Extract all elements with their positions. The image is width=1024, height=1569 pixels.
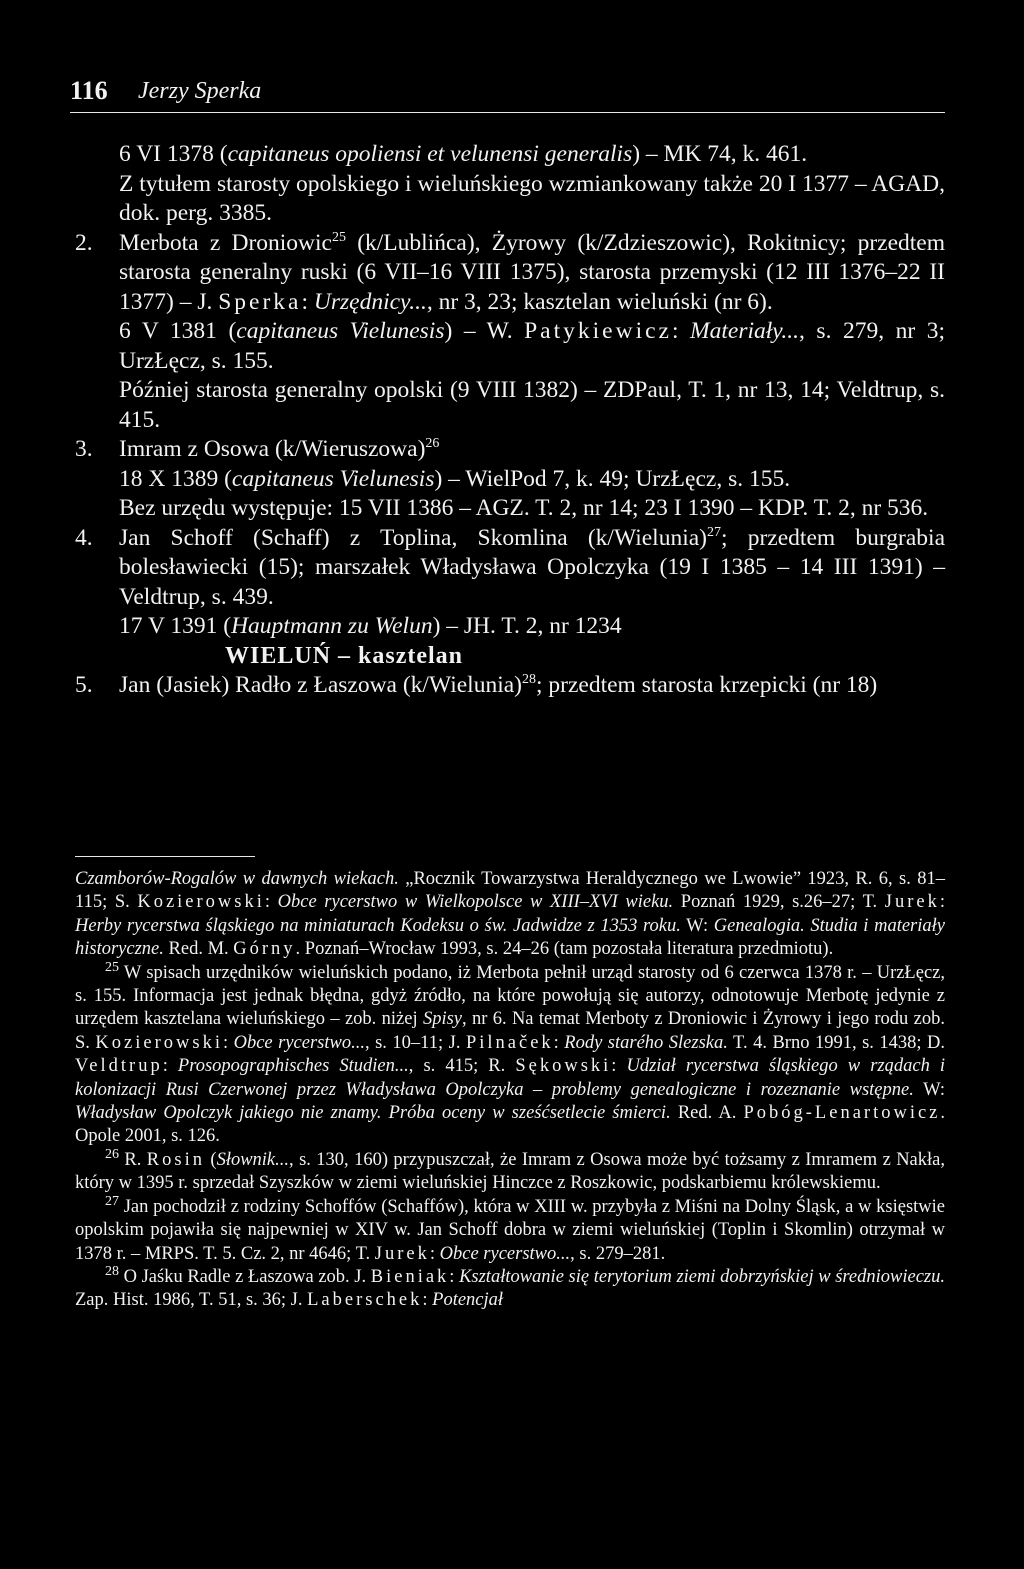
running-head	[70, 76, 945, 113]
entry-1-note: Z tytułem starosty opolskiego i wieluńskiego wzmiankowany także 20 I 1377 – AGAD, dok. perg. 3385.	[119, 170, 945, 226]
entry-4: 4. Jan Schoff (Schaff) z Toplina, Skomlina (k/Wielunia)$^{27}$; przedtem burgrabia bolesławiecki (15); marszałek Władysława Opolczyka (19 I 1385 – 14 III 1391) – Veldtrup, s. 439.	[75, 524, 945, 610]
page-number: 116	[70, 76, 108, 105]
entry-2-note: Później starosta generalny opolski (9 VIII 1382) – ZDPaul, T. 1, nr 13, 14; Veldtrup, s. 415.	[119, 377, 945, 433]
entry-3-line: 18 X 1389 (capitaneus Vielunesis) – WielPod 7, k. 49; UrzŁęcz, s. 155.	[119, 465, 791, 492]
footnotes	[75, 868, 945, 1313]
entry-1-line: 6 VI 1378 (capitaneus opoliensi et velunensi generalis) – MK 74, k. 461.	[119, 141, 808, 167]
entry-2: 2. Merbota z Droniowic$^{25}$ (k/Lublińca), Żyrowy (k/Zdzieszowic), Rokitnicy; przedtem starosta generalny ruski (6 VII–16 VIII 1375), starosta przemyski (12 III 1376–22 II 1377) – J. Sperka: Urzędnicy..., nr 3, 23; kasztelan wieluński (nr 6).	[75, 229, 945, 315]
section-heading: WIELUŃ – kasztelan	[225, 642, 464, 669]
footnote-25: $^{25}$ W spisach urzędników wieluńskich podano, iż Merbota pełnił urząd starosty od 6 czerwca 1378 r. – UrzŁęcz, s. 155. Informacja jest jednak błędna, gdyż źródło, na które powołują się autorzy, odnotowuje Merbotę jedynie z urzędem kasztelana wieluńskiego – zob. niżej Spisy, nr 6. Na temat Merboty z Droniowic i Żyrowy i jego rodu zob. S. Kozierowski: Obce rycerstwo..., s. 10–11; J. Pilnaček: Rody starého Slezska. T. 4. Brno 1991, s. 1438; D. Veldtrup: Prosopographisches Studien..., s. 415; R. Sękowski: Udział rycerstwa śląskiego w rządach i kolonizacji Rusi Czerwonej przez Władysława Opolczyka – problemy genealogiczne i rozeznanie wstępne. W: Władysław Opolczyk jakiego nie znamy. Próba oceny w sześćsetlecie śmierci. Red. A. Pobóg-Lenartowicz. Opole 2001, s. 126.	[75, 959, 946, 1147]
footnote-27: $^{27}$ Jan pochodził z rodziny Schoffów (Schaffów), która w XIII w. przybyła z Miśni na Dolny Śląsk, a w księstwie opolskim pojawiła się najpewniej w XIV w. Jan Schoff dobra w ziemi wieluńskiej (Toplin i Skomlin) otrzymał w 1378 r. – MRPS. T. 5. Cz. 2, nr 4646; T. Jurek: Obce rycerstwo..., s. 279–281.	[75, 1193, 945, 1264]
footnote-26: $^{26}$ R. Rosin (Słownik..., s. 130, 160) przypuszczał, że Imram z Osowa może być tożsamy z Imramem z Nakła, który w 1395 r. sprzedał Szyszków w ziemi wieluńskiej Hinczce z Roszkowic, podskarbiemu królewskiemu.	[75, 1146, 945, 1194]
entry-2-line: 6 V 1381 (capitaneus Vielunesis) – W. Patykiewicz: Materiały..., s. 279, nr 3; UrzŁęcz, s. 155.	[119, 318, 946, 374]
footnote-28: $^{28}$ O Jaśku Radle z Łaszowa zob. J. Bieniak: Kształtowanie się terytorium ziemi dobrzyńskiej w średniowieczu. Zap. Hist. 1986, T. 51, s. 36; J. Laberschek: Potencjał	[75, 1263, 946, 1311]
main-text	[75, 140, 945, 701]
entry-4-line: 17 V 1391 (Hauptmann zu Welun) – JH. T. 2, nr 1234	[119, 613, 622, 639]
running-head-author: Jerzy Sperka	[138, 78, 262, 104]
footnote-rule	[75, 856, 255, 857]
entry-3: 3. Imram z Osowa (k/Wieruszowa)$^{26}$	[75, 436, 440, 462]
entry-3-note: Bez urzędu występuje: 15 VII 1386 – AGZ. T. 2, nr 14; 23 I 1390 – KDP. T. 2, nr 536.	[119, 495, 929, 521]
footnote-continued: Czamborów-Rogalów w dawnych wiekach. „Rocznik Towarzystwa Heraldycznego we Lwowie” 1923, R. 6, s. 81–115; S. Kozierowski: Obce rycerstwo w Wielkopolsce w XIII–XVI wieku. Poznań 1929, s.26–27; T. Jurek: Herby rycerstwa śląskiego na miniaturach Kodeksu o św. Jadwidze z 1353 roku. W: Genealogia. Studia i materiały historyczne. Red. M. Górny. Poznań–Wrocław 1993, s. 24–26 (tam pozostała literatura przedmiotu).	[75, 869, 945, 960]
entry-5: 5. Jan (Jasiek) Radło z Łaszowa (k/Wielunia)$^{28}$; przedtem starosta krzepicki (nr 18)	[75, 672, 878, 698]
